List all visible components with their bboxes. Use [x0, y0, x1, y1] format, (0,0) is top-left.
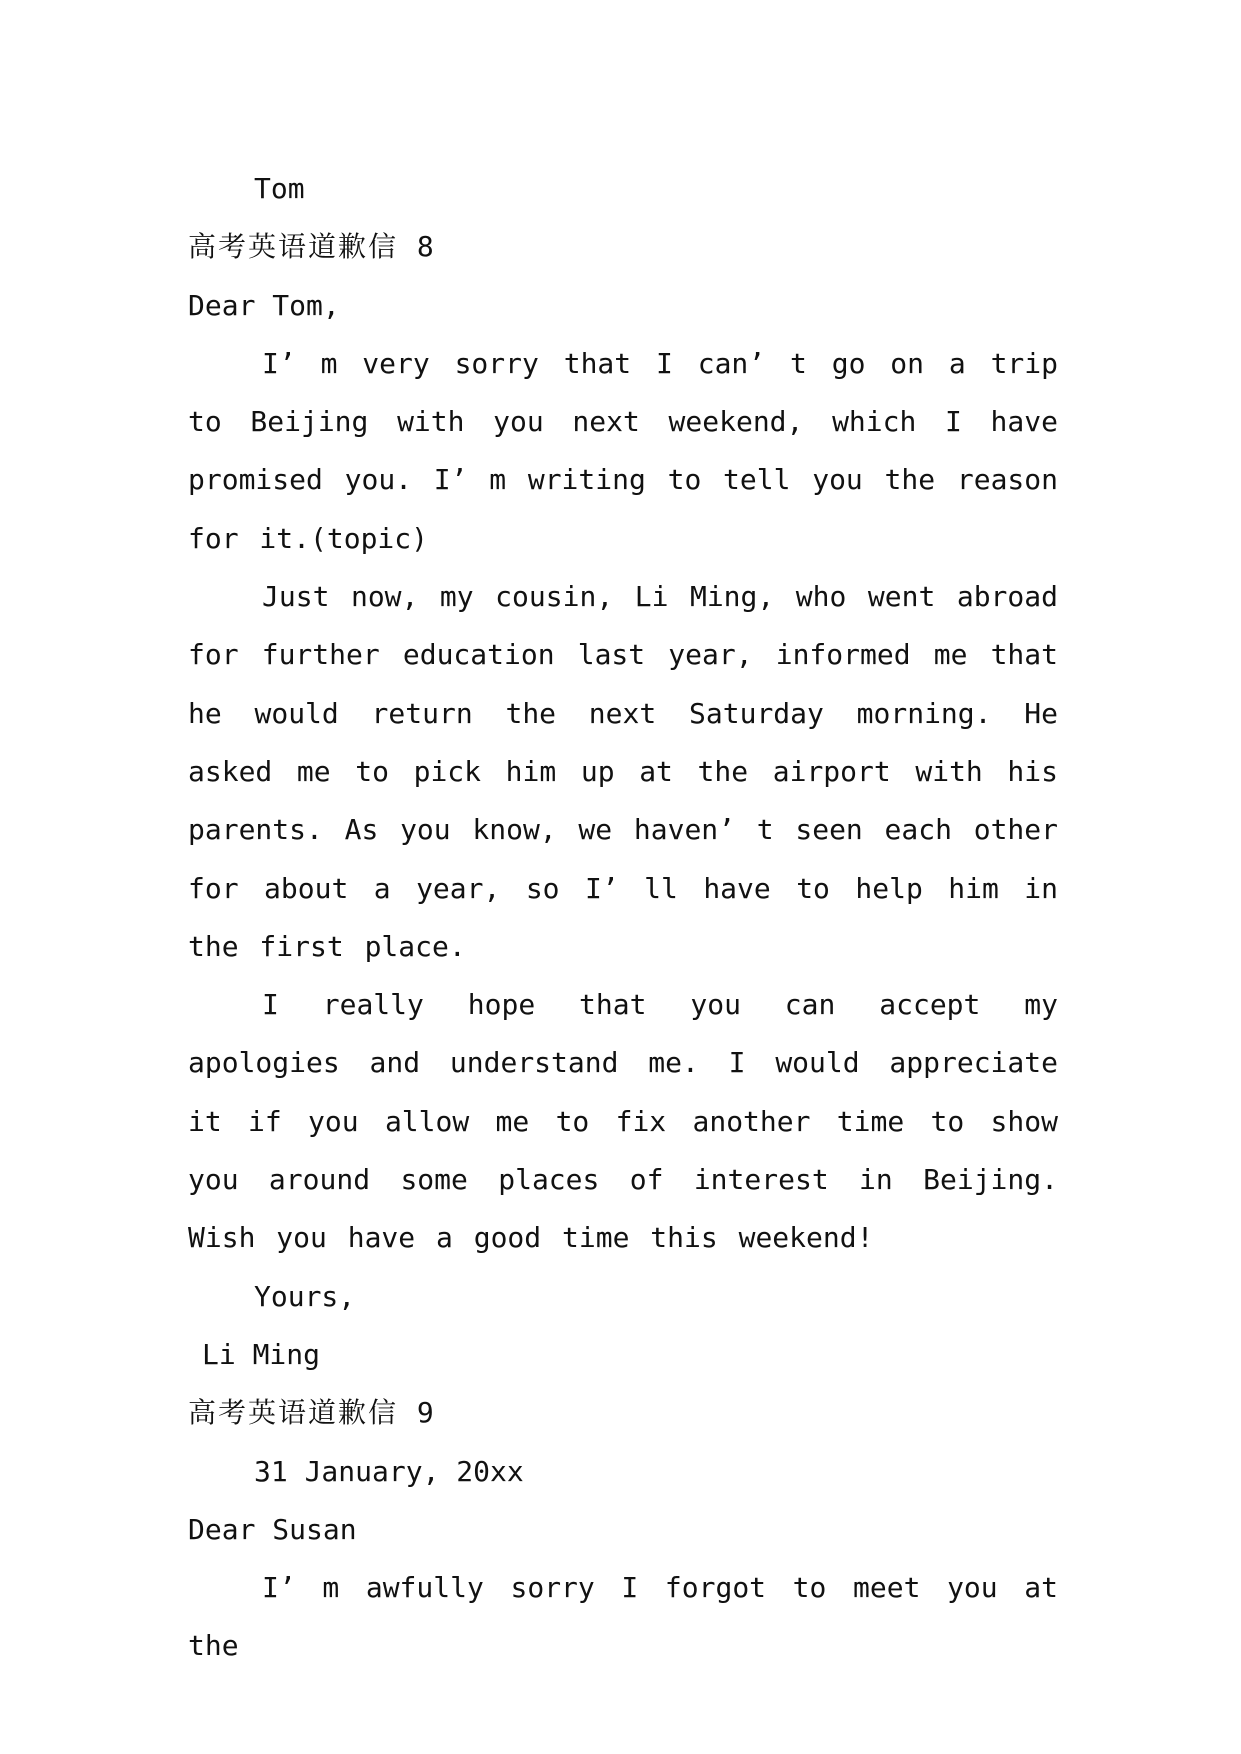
letter-8-title: 高考英语道歉信 8: [188, 230, 436, 264]
letter-8-paragraph: Just now, my cousin, Li Ming, who went abroad for further education last year, informed me that he would return the next Saturday morning. He asked me to pick him up at the airport with his parents. As you know, we haven’ t seen each other for about a year, so I’ ll have to help him in the first place.: [188, 580, 1058, 963]
letter-8-paragraph: I really hope that you can accept my apologies and understand me. I would appreciate it if you allow me to fix another time to show you around some places of interest in Beijing. Wish you have a good time this weekend!: [188, 988, 1058, 1255]
letter-8-greeting: Dear Tom,: [188, 288, 340, 322]
letter-9-greeting: Dear Susan: [188, 1512, 357, 1546]
letter-9-paragraph: I’ m awfully sorry I forgot to meet you at the: [188, 1571, 1058, 1663]
letter-9-title: 高考英语道歉信 9: [188, 1396, 436, 1430]
signoff-name: Tom: [254, 172, 305, 205]
letter-8-signature: Li Ming: [202, 1337, 321, 1371]
letter-8-closing: Yours,: [254, 1279, 356, 1313]
letter-9-date: 31 January, 20xx: [254, 1454, 524, 1488]
document-page: [188, 160, 1058, 1676]
letter-8-paragraph: I’ m very sorry that I can’ t go on a trip to Beijing with you next weekend, which I have promised you. I’ m writing to tell you the reason for it.(topic): [188, 346, 1058, 555]
